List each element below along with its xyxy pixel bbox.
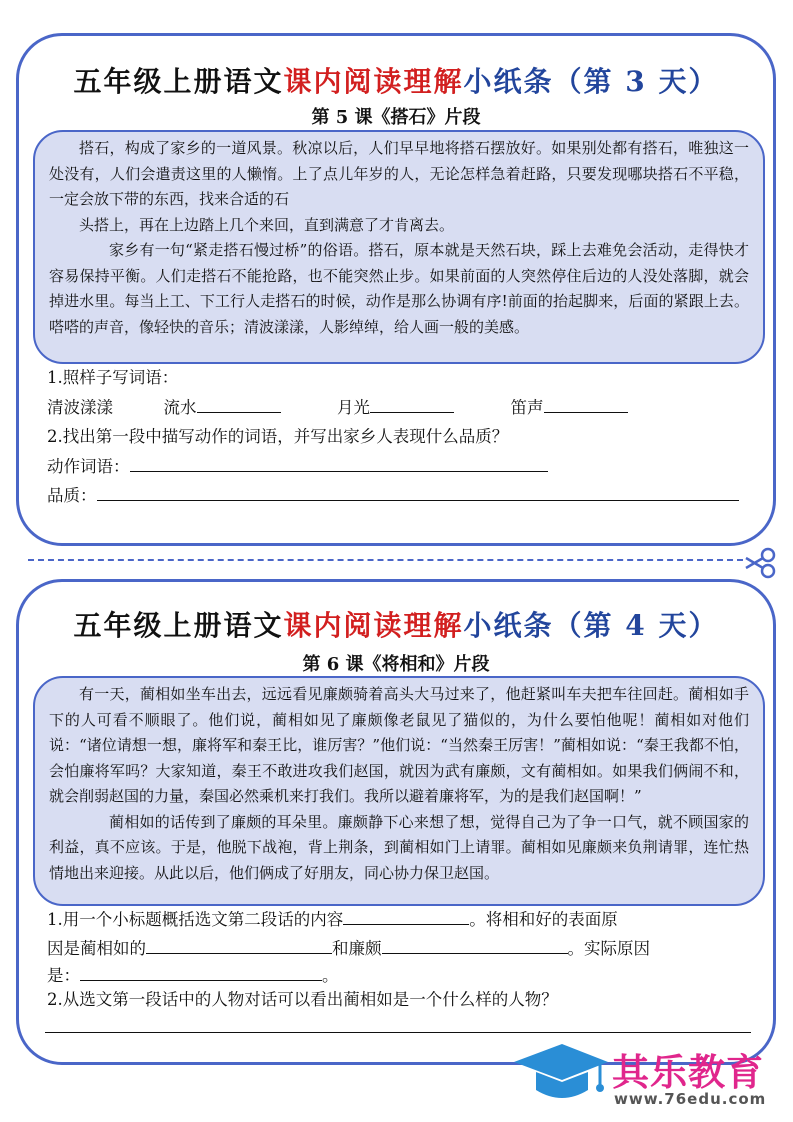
title-highlight: 课内阅读理解: [283, 609, 464, 642]
scissors-icon: [744, 546, 778, 580]
passage-paragraph: 蔺相如的话传到了廉颇的耳朵里。廉颇静下心来想了想，觉得自己为了争一口气，就不顾国家的利益，真不应该。于是，他脱下战袍，背上荆条，到蔺相如门上请罪。蔺相如见廉颇来负荆请罪，连忙热情地出来迎接。从此以后，他们俩成了好朋友，同心协力保卫赵国。: [49, 812, 749, 882]
answer-blank[interactable]: [544, 394, 628, 413]
answer-blank[interactable]: [130, 453, 548, 472]
action-words-label: 动作词语：: [47, 457, 130, 476]
question-text: 是：: [47, 966, 80, 985]
answer-blank[interactable]: [80, 962, 322, 981]
brand-name: 其乐教育: [612, 1051, 764, 1094]
question-1-line1: [47, 906, 618, 934]
answer-blank[interactable]: [382, 935, 568, 954]
lesson-heading: 第 6 课《将相和》片段: [302, 654, 490, 675]
worksheet-card-day4: [16, 579, 776, 1065]
question-2: 2.找出第一段中描写动作的词语，并写出家乡人表现什么品质？: [47, 427, 509, 446]
answer-blank[interactable]: [45, 1032, 751, 1033]
question-text: 。: [322, 966, 339, 985]
graduation-cap-icon: [512, 1040, 610, 1106]
answer-blank[interactable]: [370, 394, 454, 413]
quality-label: 品质：: [47, 486, 97, 505]
question-text: 和廉颇: [332, 939, 382, 958]
question-text: 因是蔺相如的: [47, 939, 146, 958]
title-highlight: 课内阅读理解: [283, 65, 464, 98]
passage-paragraph: 有一天，蔺相如坐车出去，远远看见廉颇骑着高头大马过来了，他赶紧叫车夫把车往回赶。蔺相如手下的人可看不顺眼了。他们说，蔺相如见了廉颇像老鼠见了猫似的，为什么要怕他呢！蔺相如对他们说：“诸位请想一想，廉将军和秦王比，谁厉害？”他们说：“当然秦王厉害！”蔺相如说：“秦王我都不怕，会怕廉将军吗？大家知道，秦王不敢进攻我们赵国，就因为武有廉颇，文有蔺相如。如果我们俩闹不和，就会削弱赵国的力量，秦国必然乘机来打我们。我所以避着廉将军，为的是我们赵国啊！”: [49, 685, 749, 805]
passage-paragraph: 搭石，构成了家乡的一道风景。秋凉以后，人们早早地将搭石摆放好。如果别处都有搭石，唯独这一处没有，人们会遣责这里的人懒惰。上了点儿年岁的人，无论怎样急着赶路，只要发现哪块搭石不平稳，一定会放下带的东西，找来合适的石: [49, 139, 749, 208]
example-phrase: 清波漾漾: [47, 398, 113, 417]
reading-passage: [33, 676, 765, 906]
question-2: 2.从选文第一段话中的人物对话可以看出蔺相如是一个什么样的人物？: [47, 990, 558, 1009]
question-1: 1.照样子写词语：: [47, 368, 179, 387]
passage-paragraph: 家乡有一句“紧走搭石慢过桥”的俗语。搭石，原本就是天然石块，踩上去难免会活动，走得快才容易保持平衡。人们走搭石不能抢路，也不能突然止步。如果前面的人突然停住后边的人没处落脚，就会掉进水里。每当上工、下工行人走搭石的时候，动作是那么协调有序!前面的抬起脚来，后面的紧跟上去。嗒嗒的声音，像轻快的音乐；清波漾漾，人影绰绰，给人画一般的美感。: [49, 241, 749, 336]
title-suffix: 小纸条（第 4 天）: [463, 609, 719, 642]
card-title: [19, 60, 773, 100]
title-suffix: 小纸条（第 3 天）: [463, 65, 719, 98]
question-text: 。将相和好的表面原: [469, 910, 618, 929]
word-prompt: 笛声: [510, 398, 544, 417]
brand-url: www.76edu.com: [614, 1090, 767, 1108]
action-words-row: [47, 453, 548, 481]
passage-paragraph: 头搭上，再在上边踏上几个来回，直到满意了才肯离去。: [79, 215, 455, 234]
quality-row: [47, 482, 739, 510]
answer-blank[interactable]: [146, 935, 332, 954]
worksheet-card-day3: [16, 33, 776, 546]
lesson-heading: 第 5 课《搭石》片段: [311, 107, 481, 128]
question-1-line2: [47, 935, 650, 963]
word-prompt: 月光: [337, 398, 370, 417]
title-prefix: 五年级上册语文: [73, 609, 284, 642]
title-prefix: 五年级上册语文: [73, 65, 284, 98]
cut-line: [28, 559, 743, 561]
question-text: 1.用一个小标题概括选文第二段话的内容: [47, 910, 344, 929]
answer-blank[interactable]: [343, 906, 469, 925]
card-title: [19, 604, 773, 644]
answer-blank[interactable]: [97, 482, 739, 501]
question-1-answers: [47, 394, 628, 422]
reading-passage: [33, 130, 765, 364]
answer-blank[interactable]: [197, 394, 281, 413]
word-prompt: 流水: [163, 398, 197, 417]
question-text: 。实际原因: [567, 939, 650, 958]
